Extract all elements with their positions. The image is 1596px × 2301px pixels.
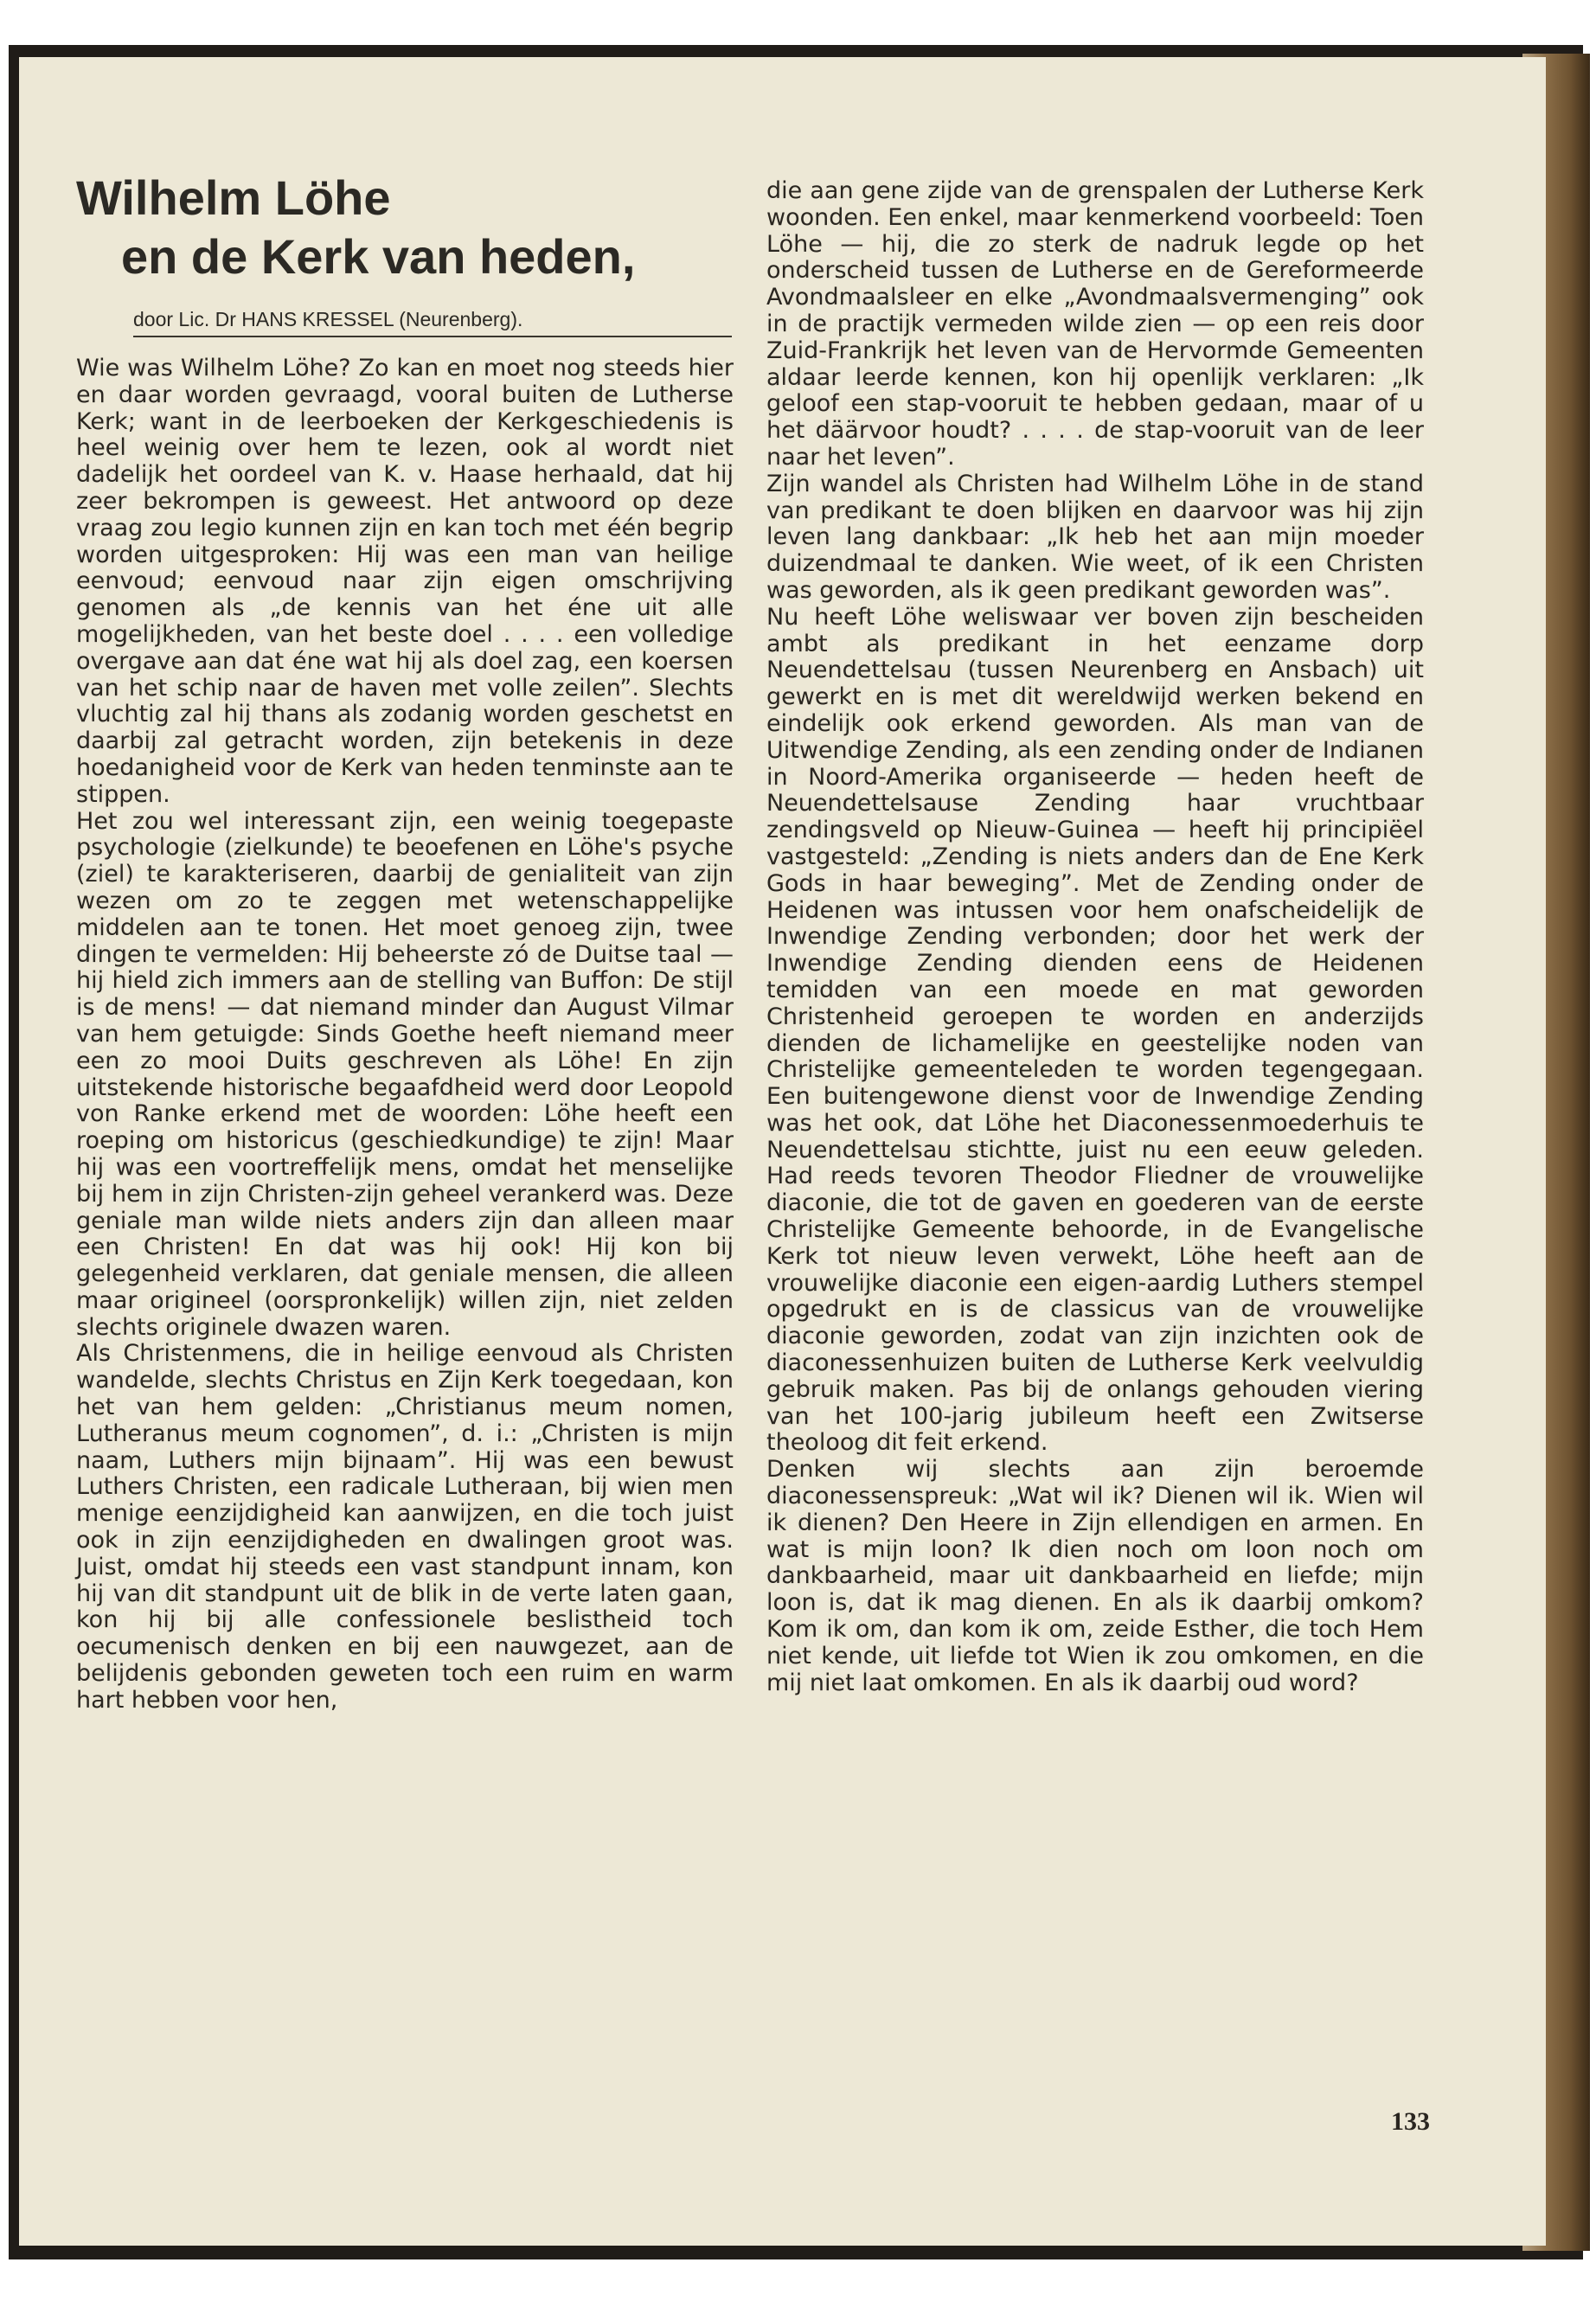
paragraph: Denken wij slechts aan zijn beroemde diaconessenspreuk: „Wat wil ik? Dienen wil ik. Wien wil ik dienen? Den Heere in Zijn ellendigen en armen. En wat is mijn loon? Ik dien noch om loon noch om dankbaarheid, maar uit dankbaarheid en liefde; mijn loon is, dat ik mag dienen. En als ik daarbij omkom? Kom ik om, dan kom ik om, zeide Esther, die toch Hem niet kende, uit liefde tot Wien ik zou omkomen, en die mij niet laat omkomen. En als ik daarbij oud word? [766,1456,1424,1696]
left-column-text [76,356,734,1715]
byline-text: door Lic. Dr HANS KRESSEL (Neurenberg). [133,308,523,330]
page-number: 133 [1391,2107,1430,2136]
paragraph: die aan gene zijde van de grenspalen der Lutherse Kerk woonden. Een enkel, maar kenmerkend voorbeeld: Toen Löhe — hij, die zo sterk de nadruk legde op het onderscheid tussen de Lutherse en de Gereformeerde Avondmaalsleer en elke „Avondmaalsvermenging” ook in de practijk vermeden wilde zien — op een reis door Zuid-Frankrijk het leven van de Hervormde Gemeenten aldaar leerde kennen, kon hij openlijk verklaren: „Ik geloof een stap-vooruit te hebben gedaan, maar of u het däärvoor houdt? . . . . de stap-vooruit van de leer naar het leven”. [766,177,1424,471]
byline [133,307,734,331]
paragraph: Wie was Wilhelm Löhe? Zo kan en moet nog steeds hier en daar worden gevraagd, vooral buiten de Lutherse Kerk; want in de leerboeken der Kerkgeschiedenis is heel weinig over hem te lezen, ook al wordt niet dadelijk het oordeel van K. v. Haase herhaald, dat hij zeer bekrompen is geweest. Het antwoord op deze vraag zou legio kunnen zijn en kan toch met één begrip worden uitgesproken: Hij was een man van heilige eenvoud; eenvoud naar zijn eigen omschrijving genomen als „de kennis van het éne uit alle mogelijkheden, van het beste doel . . . . een volledige overgave aan dat éne wat hij als doel zag, een koersen van het schip naar de haven met volle zeilen”. Slechts vluchtig zal hij thans als zodanig worden geschetst en daarbij zal getracht worden, zijn betekenis in deze hoedanigheid voor de Kerk van heden tenminste aan te stippen. [76,355,734,808]
article-title [76,169,734,286]
paragraph: Nu heeft Löhe weliswaar ver boven zijn bescheiden ambt als predikant in het eenzame dorp Neuendettelsau (tussen Neurenberg en Ansbach) uit gewerkt en is met dit wereldwijd werken bekend en eindelijk ook erkend geworden. Als man van de Uitwendige Zending, als een zending onder de Indianen in Noord-Amerika organiseerde — heden heeft de Neuendettelsause Zending haar vruchtbaar zendingsveld op Nieuw-Guinea — heeft hij principiëel vastgesteld: „Zending is niets anders dan de Ene Kerk Gods in haar beweging”. Met de Zending onder de Heidenen was intussen voor hem onafscheidelijk de Inwendige Zending verbonden; door het werk der Inwendige Zending dienden eens de Heidenen temidden van een moede en mat geworden Christenheid geroepen te worden en anderzijds dienden de lichamelijke en geestelijke noden van Christelijke gemeenteleden te worden tegengegaan. Een buitengewone dienst voor de Inwendige Zending was het ook, dat Löhe het Diaconessenmoederhuis te Neuendettelsau stichtte, juist nu een eeuw geleden. Had reeds tevoren Theodor Fliedner de vrouwelijke diaconie, die tot de gaven en goederen van de eerste Christelijke Gemeente behoorde, in de Evangelische Kerk tot nieuw leven verwekt, Löhe heeft aan de vrouwelijke diaconie een eigen-aardig Luthers stempel opgedrukt en is de classicus van de vrouwelijke diaconie geworden, zodat van zijn inzichten ook de diaconessenhuizen buiten de Lutherse Kerk veelvuldig gebruik maken. Pas bij de onlangs gehouden viering van het 100-jarig jubileum heeft een Zwitserse theoloog dit feit erkend. [766,603,1424,1457]
title-line-1: Wilhelm Löhe [76,170,391,225]
byline-rule [133,336,732,337]
paragraph: Zijn wandel als Christen had Wilhelm Löhe in de stand van predikant te doen blijken en daarvoor was hij zijn leven lang dankbaar: „Ik heb het aan mijn moeder duizendmaal te danken. Wie weet, of ik een Christen was geworden, als ik geen predikant geworden was”. [766,470,1424,604]
title-line-2: en de Kerk van heden, [121,229,636,284]
left-column [76,169,734,1715]
right-column-text [766,178,1424,1696]
paragraph: Als Christenmens, die in heilige eenvoud als Christen wandelde, slechts Christus en Zijn Kerk toegedaan, kon het van hem gelden: „Christianus meum nomen, Lutheranus meum cognomen”, d. i.: „Christen is mijn naam, Luthers mijn bijnaam”. Hij was een bewust Luthers Christen, een radicale Lutheraan, bij wien men menige eenzijdigheid kan aanwijzen, en die toch juist ook in zijn eenzijdigheden en dwalingen groot was. Juist, omdat hij steeds een vast standpunt innam, kon hij van dit standpunt uit de blik in de verte laten gaan, kon hij bij alle confessionele beslistheid toch oecumenisch denken en bij een nauwgezet, aan de belijdenis gebonden geweten toch een ruim en warm hart hebben voor hen, [76,1340,734,1714]
right-column [766,178,1424,1696]
paragraph: Het zou wel interessant zijn, een weinig toegepaste psychologie (zielkunde) te beoefenen en Löhe's psyche (ziel) te karakteriseren, daarbij de genialiteit van zijn wezen om zo te zeggen met wetenschappelijke middelen aan te tonen. Het moet genoeg zijn, twee dingen te vermelden: Hij beheerste zó de Duitse taal — hij hield zich immers aan de stelling van Buffon: De stijl is de mens! — dat niemand minder dan August Vilmar van hem getuigde: Sinds Goethe heeft niemand meer een zo mooi Duits geschreven als Löhe! En zijn uitstekende historische begaafdheid werd door Leopold von Ranke erkend met de woorden: Löhe heeft een roeping om historicus (geschiedkundige) te zijn! Maar hij was een voortreffelijk mens, omdat het menselijke bij hem in zijn Christen-zijn geheel verankerd was. Deze geniale man wilde niets anders zijn dan alleen maar een Christen! En dat was hij ook! Hij kon bij gelegenheid verklaren, dat geniale mensen, die alleen maar origineel (oorspronkelijk) willen zijn, niet zelden slechts originele dwazen waren. [76,807,734,1341]
